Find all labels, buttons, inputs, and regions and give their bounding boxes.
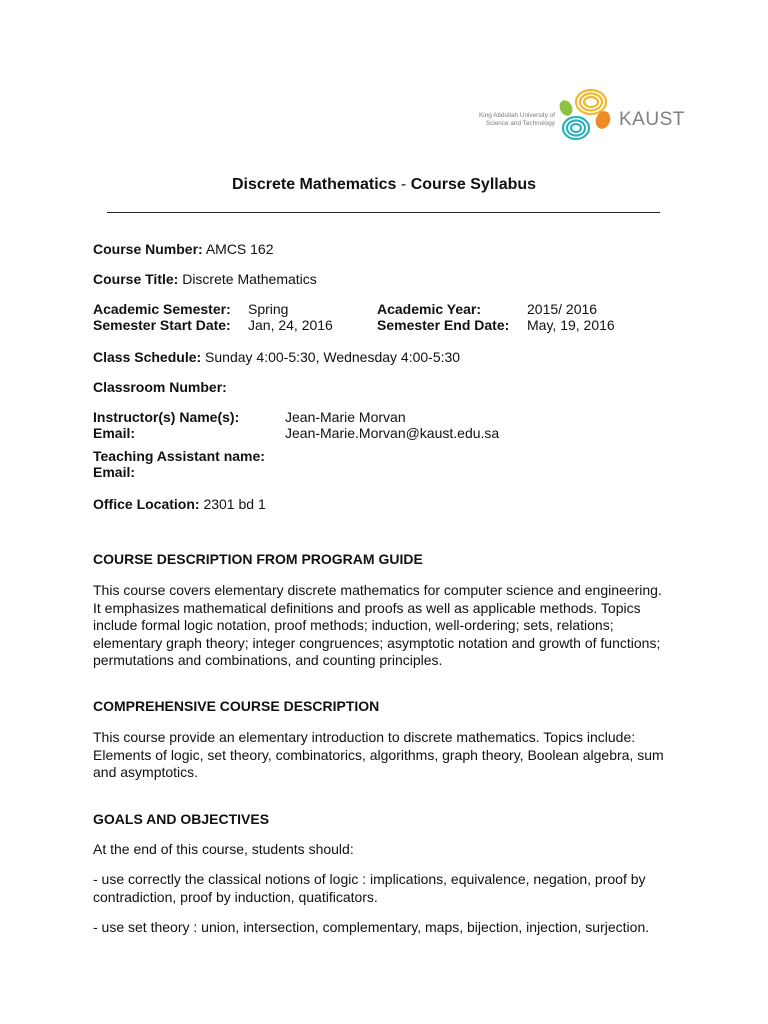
course-title-row [93, 271, 317, 288]
instructor-value: Jean-Marie Morvan [285, 409, 406, 425]
university-name [463, 112, 555, 127]
program-guide-line: permutations and combinations, and counting principles. [93, 652, 443, 668]
course-number-label: Course Number: [93, 241, 203, 257]
comprehensive-line: This course provide an elementary introduction to discrete mathematics. Topics include: [93, 729, 636, 745]
office-location-row [93, 496, 266, 513]
university-name-line1: King Abdullah University of [478, 112, 555, 119]
title-rule [107, 212, 660, 213]
course-title-label: Course Title: [93, 271, 179, 287]
end-date-value: May, 19, 2016 [527, 317, 615, 333]
instructor-email-value: Jean-Marie.Morvan@kaust.edu.sa [285, 425, 500, 441]
goal-item-line: contradiction, proof by induction, quatificators. [93, 888, 378, 905]
course-number-value: AMCS 162 [205, 241, 274, 257]
university-name-line2: Science and Technology [485, 119, 555, 127]
course-number-row [93, 241, 274, 258]
office-location-label: Office Location: [93, 496, 200, 512]
classroom-label: Classroom Number: [93, 379, 227, 395]
program-guide-line: include formal logic notation, proof methods; induction, well-ordering; sets, relations; [93, 617, 614, 633]
comprehensive-paragraph [93, 729, 683, 782]
year-label: Academic Year: [377, 301, 482, 317]
office-location-value: 2301 bd 1 [203, 496, 266, 512]
class-schedule-value: Sunday 4:00-5:30, Wednesday 4:00-5:30 [205, 349, 461, 365]
page-title [0, 176, 768, 194]
year-value: 2015/ 2016 [527, 301, 598, 317]
instructor-label: Instructor(s) Name(s): [93, 409, 240, 425]
kaust-logo [460, 86, 685, 148]
goals-intro: At the end of this course, students should: [93, 841, 354, 857]
comprehensive-line: Elements of logic, set theory, combinatorics, algorithms, graph theory, Boolean algebra, sum [93, 746, 664, 763]
ta-email-label: Email: [93, 464, 136, 480]
program-guide-heading: COURSE DESCRIPTION FROM PROGRAM GUIDE [93, 551, 423, 567]
class-schedule-row [93, 349, 460, 366]
instructor-email-label: Email: [93, 425, 136, 441]
semester-label: Academic Semester: [93, 301, 231, 317]
program-guide-line: elementary graph theory; integer congruences; asymptotic notation and growth of functions; [93, 634, 661, 651]
goal-item [93, 871, 683, 906]
title-dash: - [400, 176, 407, 193]
comprehensive-line: and asymptotics. [93, 764, 199, 780]
class-schedule-label: Class Schedule: [93, 349, 202, 365]
goal-item-line: - use correctly the classical notions of logic : implications, equivalence, negation, proof by [93, 871, 646, 887]
course-title-value: Discrete Mathematics [182, 271, 317, 287]
end-date-label: Semester End Date: [377, 317, 510, 333]
title-sub: Course Syllabus [410, 176, 537, 193]
program-guide-line: It emphasizes mathematical definitions and proofs as well as applicable methods. Topics [93, 599, 641, 616]
program-guide-line: This course covers elementary discrete mathematics for computer science and engineering. [93, 582, 662, 598]
start-date-value: Jan, 24, 2016 [248, 317, 333, 333]
ta-label: Teaching Assistant name: [93, 448, 265, 464]
semester-value: Spring [248, 301, 289, 317]
title-main: Discrete Mathematics [231, 176, 397, 193]
start-date-label: Semester Start Date: [93, 317, 231, 333]
kaust-wordmark: KAUST [619, 109, 685, 130]
comprehensive-heading: COMPREHENSIVE COURSE DESCRIPTION [93, 698, 380, 714]
program-guide-paragraph [93, 582, 683, 670]
kaust-emblem-icon [556, 86, 616, 148]
goal-item: - use set theory : union, intersection, complementary, maps, bijection, injection, surjection. [93, 919, 650, 935]
goals-heading: GOALS AND OBJECTIVES [93, 811, 270, 827]
